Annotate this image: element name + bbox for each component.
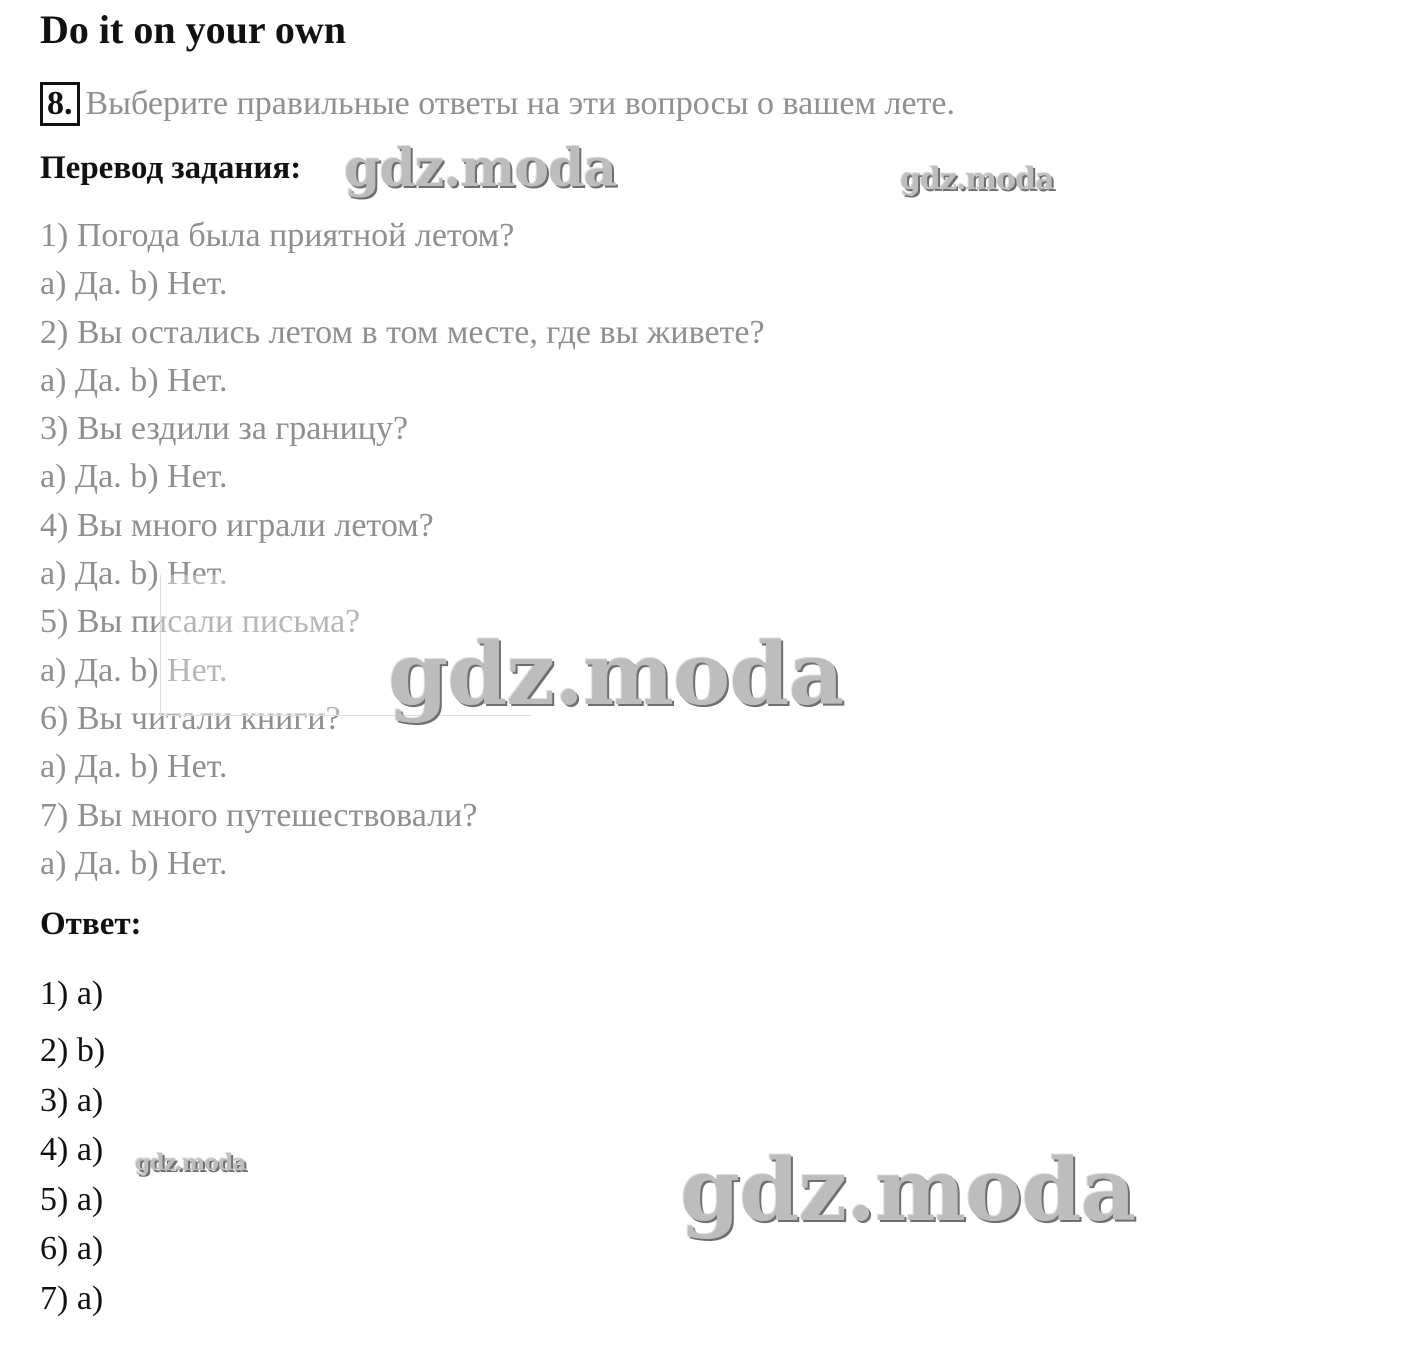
answer-label: Ответ: — [40, 906, 142, 942]
answer-list — [40, 968, 105, 1322]
answer-item: 6) a) — [40, 1230, 104, 1267]
answer-item: 3) a) — [40, 1081, 104, 1119]
question-line: 3) Вы ездили за границу? — [40, 410, 409, 448]
question-options: a) Да. b) Нет. — [40, 555, 228, 593]
watermark: gdz.moda — [900, 162, 1054, 197]
question-line: 7) Вы много путешествовали? — [40, 796, 478, 834]
question-options: a) Да. b) Нет. — [40, 651, 228, 689]
watermark: gdz.moda — [344, 138, 617, 199]
question-line: 6) Вы читали книги? — [40, 699, 341, 737]
watermark: gdz.moda — [135, 1150, 246, 1176]
answer-item: 4) a) — [40, 1131, 104, 1168]
question-line: 2) Вы остались летом в том месте, где вы живете? — [40, 313, 765, 351]
question-line: 1) Погода была приятной летом? — [40, 217, 515, 254]
watermark: gdz.moda — [388, 624, 844, 725]
page-heading: Do it on your own — [40, 7, 346, 52]
question-list — [40, 212, 765, 888]
task-instruction: Выберите правильные ответы на эти вопросы о вашем лете. — [85, 85, 956, 122]
question-line: 5) Вы писали письма? — [40, 603, 361, 641]
answer-item: 1) a) — [40, 975, 104, 1012]
question-line: 4) Вы много играли летом? — [40, 506, 434, 544]
question-options: a) Да. b) Нет. — [40, 265, 228, 303]
watermark: gdz.moda — [680, 1140, 1136, 1241]
answer-item: 2) b) — [40, 1032, 106, 1069]
question-options: a) Да. b) Нет. — [40, 458, 228, 496]
question-options: a) Да. b) Нет. — [40, 844, 228, 882]
task-line — [40, 82, 955, 126]
answer-item: 7) a) — [40, 1279, 104, 1317]
question-options: a) Да. b) Нет. — [40, 361, 228, 399]
translation-label: Перевод задания: — [40, 150, 302, 186]
task-number: 8. — [40, 82, 80, 126]
answer-item: 5) a) — [40, 1180, 104, 1218]
question-options: a) Да. b) Нет. — [40, 748, 228, 786]
